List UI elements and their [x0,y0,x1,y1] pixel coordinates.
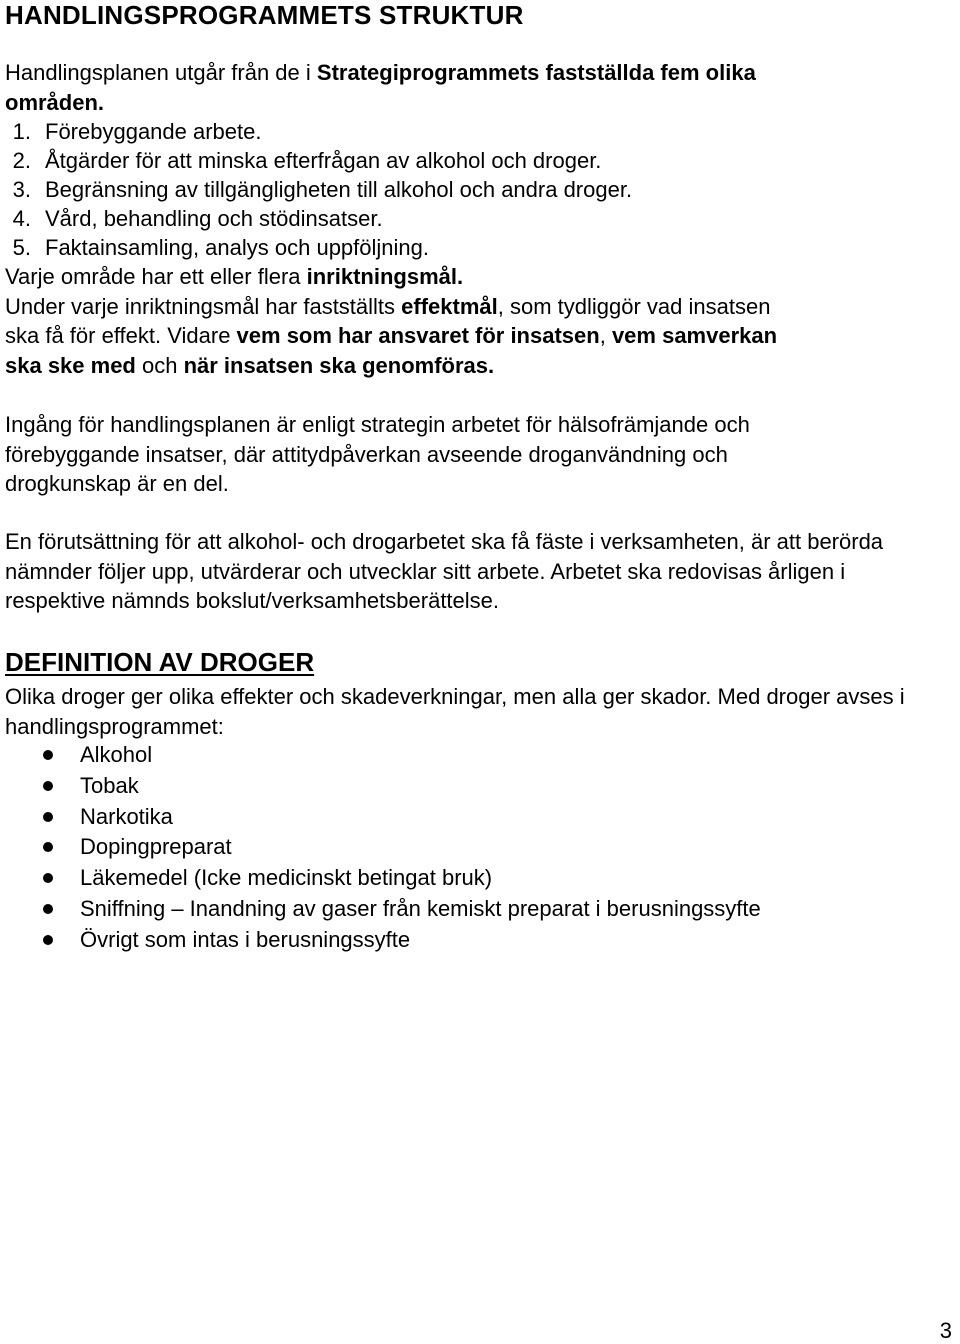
condition-paragraph: En förutsättning för att alkohol- och drogarbetet ska få fäste i verksamheten, är att berörda nämnder följer upp, utvärderar och utvecklar sitt arbete. Arbetet ska redovisas årligen i respektive nämnds bokslut/verksamhetsberättelse. [5,529,884,613]
list-item: 1. Förebyggande arbete. [12,119,262,144]
page-number: 3 [939,1318,952,1343]
list-item: 3. Begränsning av tillgängligheten till alkohol och andra droger. [12,177,633,202]
definition-paragraph: Olika droger ger olika effekter och skadeverkningar, men alla ger skador. Med droger avses i handlingsprogrammet: [5,684,905,739]
bullet-icon [43,873,53,883]
bullet-icon [43,781,53,791]
intro-paragraph [5,58,825,117]
bullet-icon [43,842,53,852]
areas-list [5,117,955,262]
list-item: 5. Faktainsamling, analys och uppföljning. [12,235,430,260]
bullet-icon [43,812,53,822]
intro-text: Handlingsplanen utgår från de i [5,60,317,85]
entry-paragraph: Ingång för handlingsplanen är enligt strategin arbetet för hälsofrämjande och förebyggande insatser, där attitydpåverkan avseende droganvändning och drogkunskap är en del. [5,412,750,496]
bullet-icon [43,935,53,945]
section-heading-definition: DEFINITION AV DROGER [5,647,315,677]
list-item: 2. Åtgärder för att minska efterfrågan av alkohol och droger. [12,148,602,173]
list-item: 4. Vård, behandling och stödinsatser. [12,206,383,231]
bullet-icon [43,904,53,914]
structure-paragraph: Varje område har ett eller flera inriktningsmål. Under varje inriktningsmål har fastställts effektmål, som tydliggör vad insatsen ska få för effekt. Vidare vem som har ansvaret för insatsen, vem samverkan ska ske med och när insatsen ska genomföras. [5,264,778,378]
bullet-icon [43,750,53,760]
intro-bold: Strategiprogrammets fastställda fem olika områden. [5,60,756,115]
section-heading-structure: HANDLINGSPROGRAMMETS STRUKTUR [5,0,524,30]
